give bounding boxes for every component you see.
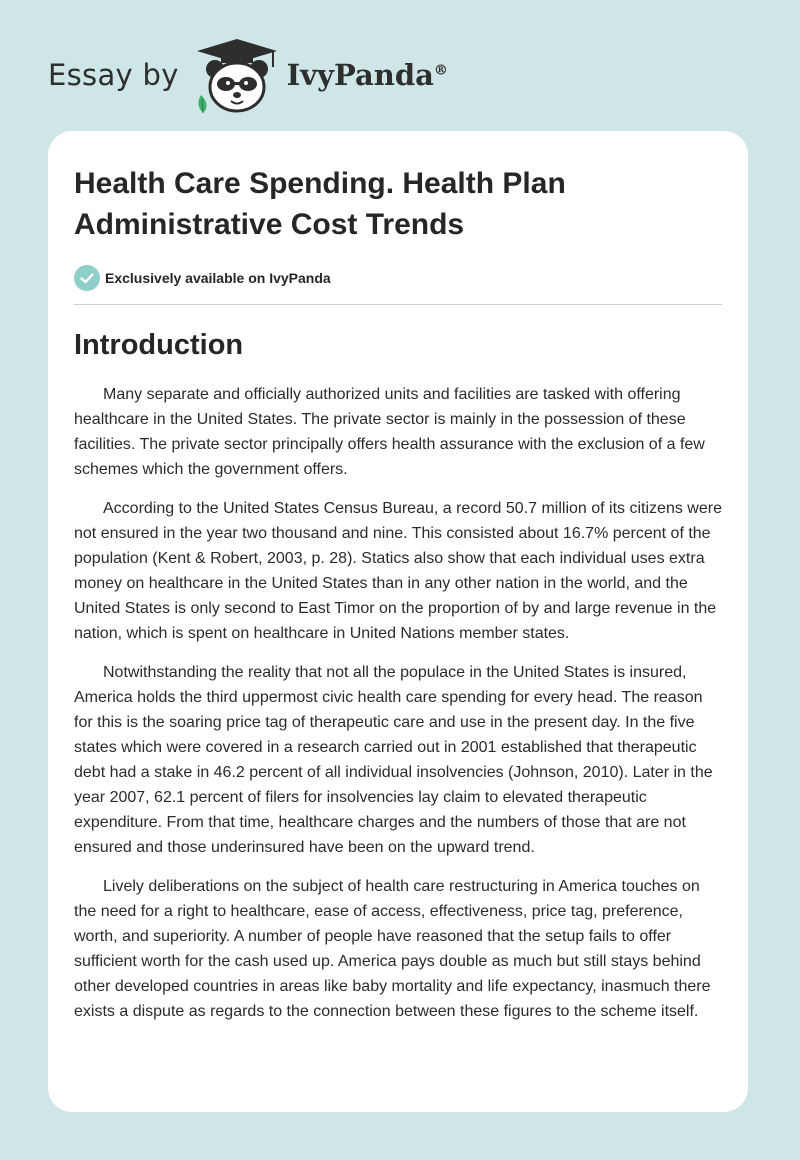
article-title: Health Care Spending. Health Plan Administrative Cost Trends xyxy=(74,167,566,241)
panda-graduate-icon[interactable] xyxy=(193,35,281,115)
brand-name[interactable] xyxy=(287,58,448,92)
article-card xyxy=(48,131,748,1112)
paragraph: Lively deliberations on the subject of health care restructuring in America touches on the need for a right to healthcare, ease of access, effectiveness, price tag, preference, worth, and superiority. A number of people have reasoned that the setup fails to offer sufficient worth for the cash used up. America pays double as much but still stays behind other developed countries in areas like baby mortality and life expectancy, inasmuch there exists a dispute as regards to the connection between these figures to the scheme itself. xyxy=(74,878,711,1020)
exclusive-badge xyxy=(74,265,722,305)
paragraph: According to the United States Census Bureau, a record 50.7 million of its citizens were not ensured in the year two thousand and nine. This consisted about 16.7% percent of the population (Kent & Robert, 2003, p. 28). Statics also show that each individual uses extra money on healthcare in the United States than in any other nation in the world, and the United States is only second to East Timor on the proportion of by and large revenue in the nation, which is spent on healthcare in United Nations member states. xyxy=(74,500,722,642)
brand-label: IvyPanda xyxy=(286,58,434,92)
site-header xyxy=(48,30,448,120)
essay-by-label: Essay by xyxy=(48,58,179,92)
check-circle-icon xyxy=(74,265,100,291)
paragraph: Many separate and officially authorized units and facilities are tasked with offering healthcare in the United States. The private sector is mainly in the possession of these facilities. The private sector principally offers health assurance with the exclusion of a few schemes which the government offers. xyxy=(74,386,705,478)
section-heading: Introduction xyxy=(74,329,244,361)
registered-mark: ® xyxy=(433,62,448,79)
exclusive-badge-label: Exclusively available on IvyPanda xyxy=(105,270,331,286)
paragraph: Notwithstanding the reality that not all the populace in the United States is insured, America holds the third uppermost civic health care spending for every head. The reason for this is the soaring price tag of therapeutic care and use in the present day. In the five states which were covered in a research carried out in 2001 established that therapeutic debt had a stake in 46.2 percent of all individual insolvencies (Johnson, 2010). Later in the year 2007, 62.1 percent of filers for insolvencies lay claim to elevated therapeutic expenditure. From that time, healthcare charges and the numbers of those that are not ensured and those underinsured have been on the upward trend. xyxy=(74,664,713,856)
